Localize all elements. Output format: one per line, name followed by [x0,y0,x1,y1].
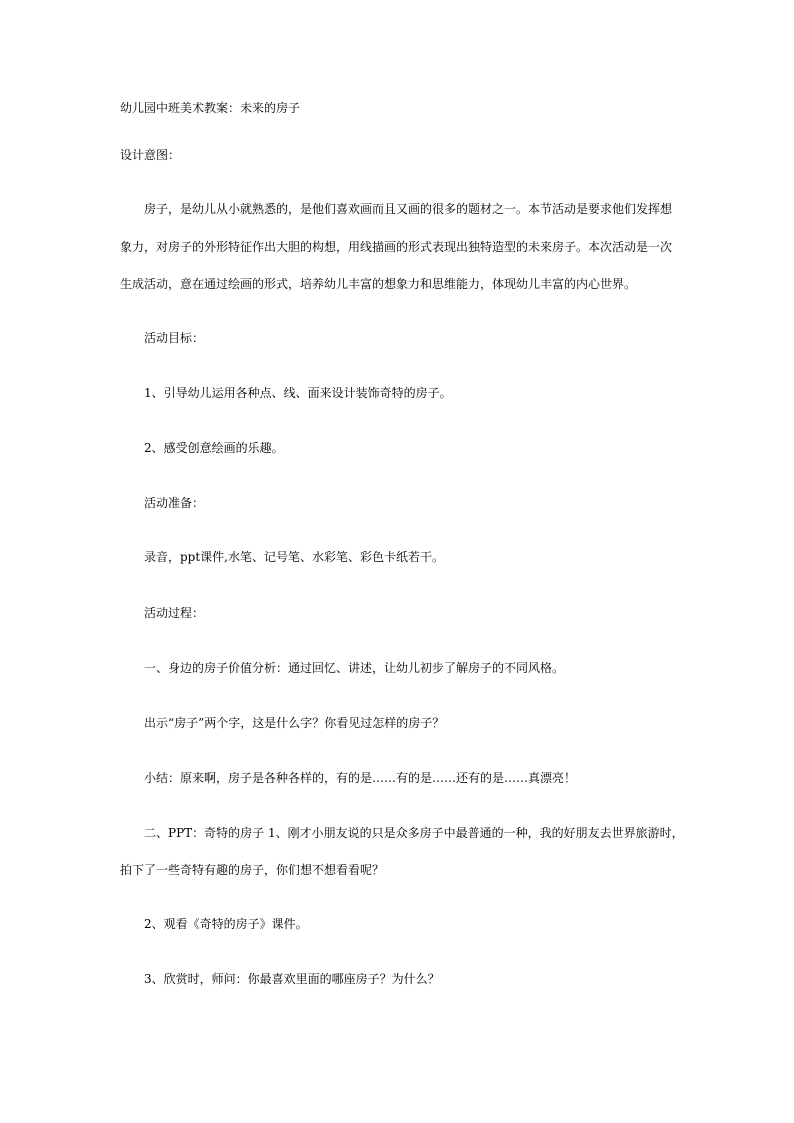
process-step-2-sub-3: 3、欣赏时，师问：你最喜欢里面的哪座房子？为什么？ [144,972,440,986]
goals-heading: 活动目标： [144,331,205,345]
process-step-1-summary: 小结：原来啊，房子是各种各样的，有的是……有的是……还有的是……真漂亮！ [144,771,577,785]
goal-item-1: 1、引导幼儿运用各种点、线、面来设计装饰奇特的房子。 [144,386,452,400]
process-step-2-line-2: 拍下了一些奇特有趣的房子，你们想不想看看呢？ [120,863,385,877]
design-paragraph-line-2: 象力，对房子的外形特征作出大胆的构想，用线描画的形式表现出独特造型的未来房子。本次活动是一次 [120,240,673,254]
process-step-2-sub-2: 2、观看《奇特的房子》课件。 [144,917,308,931]
process-step-2-line-1: 二、PPT：奇特的房子 1、刚才小朋友说的只是众多房子中最普通的一种，我的好朋友去世界旅游时， [144,826,684,840]
process-step-1-question: 出示“房子”两个字，这是什么字？你看见过怎样的房子？ [144,716,445,730]
preparation-text: 录音，ppt课件,水笔、记号笔、水彩笔、彩色卡纸若干。 [144,550,445,564]
design-intent-heading: 设计意图： [120,148,181,162]
design-paragraph-line-3: 生成活动，意在通过绘画的形式，培养幼儿丰富的想象力和思维能力，体现幼儿丰富的内心世界。 [120,277,637,291]
goal-item-2: 2、感受创意绘画的乐趣。 [144,441,284,455]
process-step-1: 一、身边的房子价值分析：通过回忆、讲述，让幼儿初步了解房子的不同风格。 [144,661,565,675]
process-heading: 活动过程： [144,606,205,620]
preparation-heading: 活动准备： [144,496,205,510]
design-paragraph-line-1: 房子，是幼儿从小就熟悉的，是他们喜欢画而且又画的很多的题材之一。本节活动是要求他们发挥想 [144,202,673,216]
document-title: 幼儿园中班美术教案：未来的房子 [120,101,301,115]
